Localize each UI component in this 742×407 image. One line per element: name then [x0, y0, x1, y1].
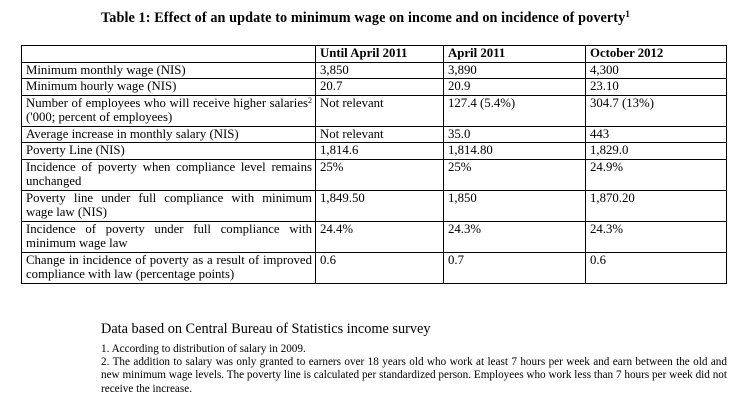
footnote-marker: 2 [308, 95, 312, 105]
table-row [22, 252, 727, 283]
header-until-april-2011: Until April 2011 [316, 46, 444, 63]
row-label [22, 95, 316, 126]
source-note: Data based on Central Bureau of Statistics income survey [101, 321, 431, 337]
row-label-text-cont: ('000; percent of employees) [26, 110, 173, 124]
row-label: Minimum hourly wage (NIS) [22, 79, 316, 96]
footnote-2: 2. The addition to salary was only granted to earners over 18 years old who work at least 7 hours per week and earn between the old and new minimum wage levels. The poverty line is calculated per standardized person. Employees who work less than 7 hours per week did not receive the increase. [101, 356, 727, 395]
row-label: Change in incidence of poverty as a result of improved compliance with law (percentage points) [22, 252, 316, 283]
header-april-2011: April 2011 [444, 46, 586, 63]
header-cell-empty [22, 46, 316, 63]
table-row [22, 79, 727, 96]
table-row [22, 221, 727, 252]
table-row [22, 190, 727, 221]
cell-value: 24.3% [586, 221, 727, 252]
cell-value: Not relevant [316, 95, 444, 126]
row-label: Average increase in monthly salary (NIS) [22, 126, 316, 143]
cell-value: 20.9 [444, 79, 586, 96]
table-row [22, 95, 727, 126]
row-label: Poverty line under full compliance with minimum wage law (NIS) [22, 190, 316, 221]
table-row [22, 126, 727, 143]
cell-value: 1,814.6 [316, 143, 444, 160]
table-row [22, 143, 727, 160]
cell-value: 35.0 [444, 126, 586, 143]
cell-value: 443 [586, 126, 727, 143]
row-label: Minimum monthly wage (NIS) [22, 62, 316, 79]
cell-value: 1,829.0 [586, 143, 727, 160]
data-table [21, 45, 727, 284]
cell-value: 0.6 [586, 252, 727, 283]
cell-value: 0.7 [444, 252, 586, 283]
title-footnote-marker: 1 [625, 9, 630, 19]
row-label: Poverty Line (NIS) [22, 143, 316, 160]
row-label: Incidence of poverty when compliance level remains unchanged [22, 159, 316, 190]
header-october-2012: October 2012 [586, 46, 727, 63]
cell-value: 1,870.20 [586, 190, 727, 221]
cell-value: 127.4 (5.4%) [444, 95, 586, 126]
footnote-1: 1. According to distribution of salary in 2009. [101, 343, 306, 355]
table-row [22, 159, 727, 190]
cell-value: 1,849.50 [316, 190, 444, 221]
cell-value: 25% [444, 159, 586, 190]
cell-value: 23.10 [586, 79, 727, 96]
footnotes [101, 343, 727, 396]
cell-value: 1,814.80 [444, 143, 586, 160]
cell-value: 1,850 [444, 190, 586, 221]
cell-value: 24.3% [444, 221, 586, 252]
cell-value: 24.9% [586, 159, 727, 190]
header-row [22, 46, 727, 63]
cell-value: 0.6 [316, 252, 444, 283]
row-label: Incidence of poverty under full compliance with minimum wage law [22, 221, 316, 252]
table-title [101, 10, 701, 27]
cell-value: 3,850 [316, 62, 444, 79]
cell-value: 304.7 (13%) [586, 95, 727, 126]
cell-value: 20.7 [316, 79, 444, 96]
cell-value: Not relevant [316, 126, 444, 143]
cell-value: 3,890 [444, 62, 586, 79]
cell-value: 24.4% [316, 221, 444, 252]
row-label-text: Number of employees who will receive higher salaries [26, 95, 308, 110]
table-row [22, 62, 727, 79]
table-title-text: Table 1: Effect of an update to minimum wage on income and on incidence of poverty [101, 10, 626, 26]
cell-value: 25% [316, 159, 444, 190]
cell-value: 4,300 [586, 62, 727, 79]
